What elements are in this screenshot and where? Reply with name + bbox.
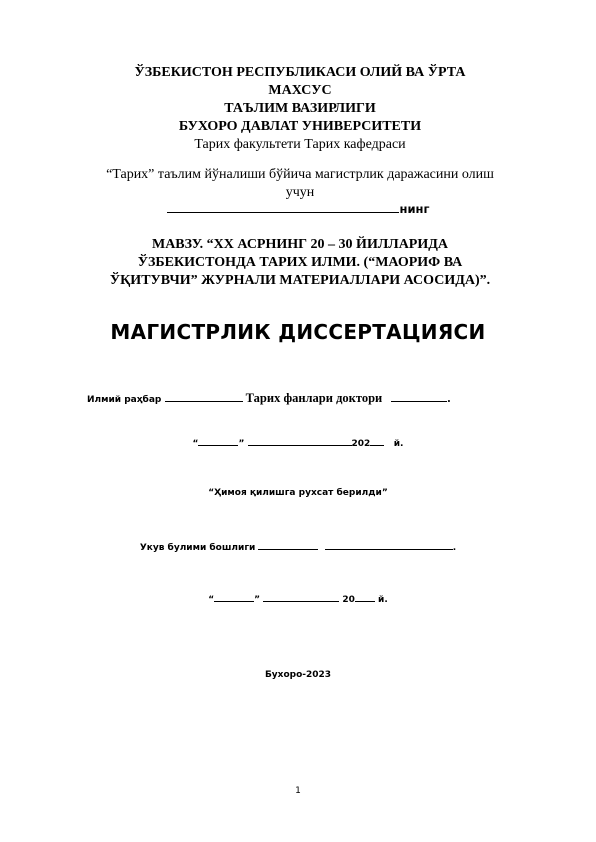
purpose-line-2: учун bbox=[285, 185, 315, 200]
dept-head-signature-blank[interactable] bbox=[258, 542, 318, 550]
header-line-3: ТАЪЛИМ ВАЗИРЛИГИ bbox=[224, 101, 376, 116]
date2-year-blank[interactable] bbox=[355, 594, 375, 602]
date2-year-prefix: 20 bbox=[342, 595, 355, 605]
advisor-signature-blank[interactable] bbox=[391, 393, 447, 402]
purpose-line-1: “Тарих” таълим йўналиши бўйича магистрлик даражасини олиш bbox=[106, 167, 494, 182]
document-title: МАГИСТРЛИК ДИССЕРТАЦИЯСИ bbox=[110, 320, 486, 344]
faculty-department: Тарих факультети Тарих кафедраси bbox=[194, 137, 406, 152]
topic-line-3: ЎҚИТУВЧИ” ЖУРНАЛИ МАТЕРИАЛЛАРИ АСОСИДА)”. bbox=[109, 273, 491, 288]
student-name-row bbox=[0, 202, 596, 216]
dept-head-end: . bbox=[452, 543, 457, 553]
date2-close-quote: ” bbox=[254, 595, 261, 605]
thesis-topic bbox=[80, 236, 520, 290]
topic-line-1: МАВЗУ. “XX АСРНИНГ 20 – 30 ЙИЛЛАРИДА bbox=[151, 237, 448, 252]
page-number: 1 bbox=[295, 786, 301, 796]
date2-day-blank[interactable] bbox=[214, 594, 254, 602]
header-line-1: ЎЗБЕКИСТОН РЕСПУБЛИКАСИ ОЛИЙ ВА ЎРТА bbox=[134, 65, 466, 80]
dept-head-name-blank[interactable] bbox=[325, 542, 453, 550]
date1-month-blank[interactable] bbox=[248, 438, 352, 446]
date1-year-blank[interactable] bbox=[370, 438, 384, 446]
defense-permission: “Ҳимоя қилишга рухсат берилди” bbox=[208, 488, 388, 498]
student-name-blank[interactable] bbox=[167, 203, 399, 213]
dept-head-row bbox=[0, 542, 596, 553]
degree-purpose bbox=[80, 166, 520, 202]
date2-year-mark: й. bbox=[378, 595, 388, 605]
header-line-2: МАХСУС bbox=[268, 83, 332, 98]
advisor-label: Илмий раҳбар bbox=[87, 395, 162, 405]
student-name-suffix: нинг bbox=[399, 202, 430, 216]
date1-day-blank[interactable] bbox=[198, 438, 238, 446]
advisor-name-blank[interactable] bbox=[165, 393, 243, 402]
dept-head-label: Укув булими бошлиги bbox=[139, 543, 256, 553]
advisor-row bbox=[87, 391, 451, 406]
date-row-1 bbox=[0, 438, 596, 449]
ministry-header bbox=[90, 64, 510, 154]
date1-year-mark: й. bbox=[393, 439, 404, 449]
date-row-2 bbox=[0, 594, 596, 605]
date1-year-prefix: 202 bbox=[351, 439, 371, 449]
advisor-degree: Тарих фанлари доктори bbox=[245, 391, 383, 405]
university-name: БУХОРО ДАВЛАТ УНИВЕРСИТЕТИ bbox=[178, 119, 422, 134]
topic-line-2: ЎЗБЕКИСТОНДА ТАРИХ ИЛМИ. (“МАОРИФ ВА bbox=[137, 255, 463, 270]
city-year: Бухоро-2023 bbox=[264, 670, 332, 680]
advisor-end: . bbox=[447, 391, 451, 405]
date2-open-quote: “ bbox=[208, 595, 215, 605]
date1-close-quote: ” bbox=[238, 439, 245, 449]
date1-open-quote: “ bbox=[192, 439, 199, 449]
date2-month-blank[interactable] bbox=[263, 594, 339, 602]
